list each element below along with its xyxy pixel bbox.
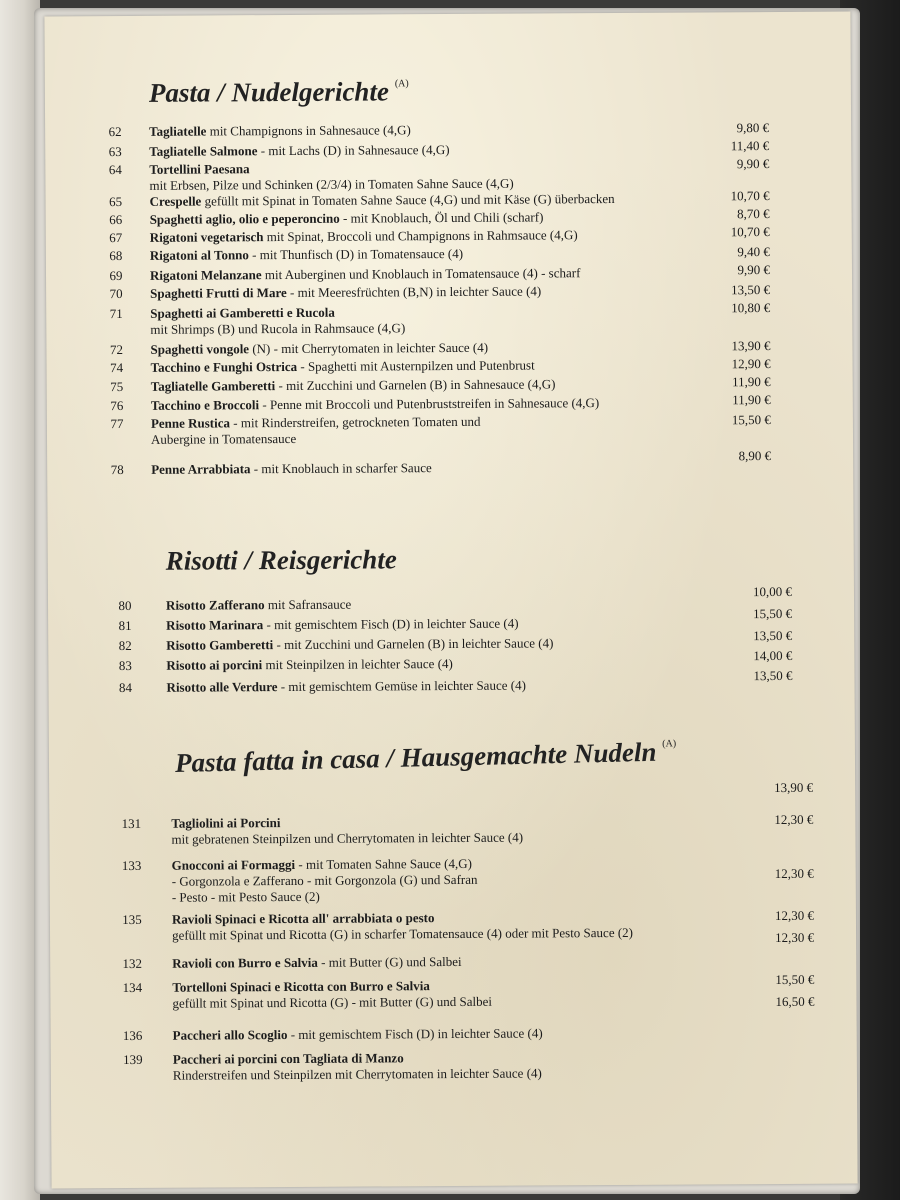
item-number: 135 [122,911,142,928]
item-description [172,909,633,944]
item-number: 76 [110,397,124,414]
item-description [150,340,488,358]
item-description [150,283,541,301]
item-name: Penne Rustica [150,415,231,431]
item-name: Risotto alle Verdure [166,679,278,695]
item-number: 134 [122,979,143,996]
menu-page [44,12,857,1189]
item-number: 69 [109,268,123,284]
item-price: 13,50 € [731,282,771,298]
item-number: 63 [108,144,122,160]
item-detail: mit Champignons in Sahnesauce (4,G) [206,122,411,139]
item-description [149,160,513,194]
item-number: 62 [108,124,122,140]
item-detail-line: gefüllt mit Spinat und Ricotta (G) - mit Butter (G) und Salbei [172,993,493,1011]
section-title-pasta-fatta: Pasta fatta in casa / Hausgemachte Nudeln $^{(A)}$ [174,736,677,779]
item-detail-line: - Pesto - mit Pesto Sauce (2) [171,888,320,905]
item-detail: - mit Meeresfrüchten (B,N) in leichter Sauce (4) [286,283,542,300]
item-number: 67 [109,230,123,246]
item-name: Penne Arrabbiata [151,461,251,477]
item-detail: - mit Zucchini und Garnelen (B) in Sahnesauce (4,G) [275,376,556,394]
item-description [166,597,351,614]
item-name: Tagliatelle Gamberetti [150,378,276,394]
item-name: Tagliatelle Salmone [149,143,258,159]
item-name: Spaghetti aglio, olio e peperoncino [149,210,340,227]
item-description [173,1049,542,1083]
item-detail: - mit gemischtem Gemüse in leichter Sauce (4) [277,677,526,695]
item-name: Gnocconi ai Formaggi [171,856,296,873]
item-price: 9,90 € [737,262,771,278]
item-price: 14,00 € [753,647,793,664]
item-detail: - Spaghetti mit Austernpilzen und Putenbrust [297,357,535,374]
menu-item [50,952,856,972]
item-price: 10,00 € [752,583,792,600]
item-description [150,227,578,246]
item-price: 8,90 € [738,448,772,464]
menu-item [51,1048,857,1083]
item-price: 10,80 € [731,300,771,316]
item-detail: mit Safransauce [264,596,352,613]
item-detail-line: gefüllt mit Spinat und Ricotta (G) in scharfer Tomatensauce (4) oder mit Pesto Sauce (2) [171,924,634,943]
item-description [149,122,411,140]
item-number: 71 [109,306,123,322]
section-title-pasta: Pasta / Nudelgerichte $^{(A)}$ [148,76,409,108]
item-name: Rigatoni vegetarisch [149,229,264,245]
item-price: 13,90 € [774,779,814,796]
item-price: 15,50 € [753,605,793,622]
item-detail-line: mit Shrimps (B) und Rucola in Rahmsauce (4,G) [150,320,406,337]
item-number: 68 [109,248,123,264]
item-description [149,142,449,160]
item-number: 139 [123,1051,143,1068]
item-price: 13,50 € [753,627,793,644]
item-price: 12,90 € [731,356,771,372]
item-description [150,304,405,338]
item-name: Spaghetti vongole [150,341,250,357]
item-description [151,414,481,448]
section-title-risotti: Risotti / Reisgerichte [165,544,397,576]
item-price: 13,50 € [753,667,793,684]
item-detail: gefüllt mit Spinat in Tomaten Sahne Sauce (4,G) und mit Käse (G) überbacken [201,190,615,209]
item-description [151,357,535,375]
item-price: 11,90 € [732,392,771,408]
item-name: Ravioli Spinaci e Ricotta all' arrabbiata o pesto [171,910,435,927]
item-detail-line: Aubergine in Tomatensauce [150,430,297,447]
item-description [172,954,461,972]
item-number: 77 [110,415,124,432]
item-name: Risotto Marinara [166,617,264,633]
item-detail: - mit Thunfisch (D) in Tomatensauce (4) [248,245,464,263]
item-number: 84 [118,679,133,696]
item-name: Tagliolini ai Porcini [171,815,281,831]
item-name: Risotto Zafferano [165,597,265,613]
item-name: Spaghetti Frutti di Mare [150,284,287,301]
item-number: 65 [109,194,123,210]
item-price: 9,80 € [736,120,770,136]
item-detail: - mit Rinderstreifen, getrockneten Tomaten und [229,413,481,431]
item-description [150,246,463,264]
item-number: 136 [122,1027,143,1044]
item-description [150,191,615,210]
item-number: 132 [122,955,143,972]
item-detail: mit Spinat, Broccoli und Champignons in Rahmsauce (4,G) [263,227,578,245]
item-description [171,814,523,848]
item-price: 10,70 € [730,188,770,204]
item-name: Tagliatelle [149,123,207,139]
item-number: 74 [110,359,124,376]
item-name: Tortelloni Spinaci e Ricotta con Burro e Salvia [172,978,430,995]
item-description [166,616,518,634]
item-price: 15,50 € [775,971,815,988]
item-description [150,209,544,227]
item-name: Rigatoni Melanzane [149,267,262,283]
item-detail: - Penne mit Broccoli und Putenbruststreifen in Sahnesauce (4,G) [259,395,600,413]
item-name: Tortellini Paesana [149,161,250,177]
item-number: 72 [109,341,124,358]
item-number: 66 [109,212,123,228]
item-name: Risotto ai porcini [166,657,263,673]
item-description [151,460,432,478]
item-description [166,678,525,696]
item-name: Crespelle [149,193,202,209]
item-detail-line: mit Erbsen, Pilze und Schinken (2/3/4) in Tomaten Sahne Sauce (4,G) [149,175,514,193]
item-price: 9,40 € [737,244,770,260]
item-detail: - mit Lachs (D) in Sahnesauce (4,G) [257,142,450,159]
item-price: 11,40 € [730,138,770,154]
item-description [151,395,600,414]
item-description [166,635,553,653]
item-name: Tacchino e Broccoli [150,397,260,413]
item-price: 8,70 € [737,206,770,222]
item-number: 81 [118,617,132,634]
item-price: 12,30 € [774,907,814,924]
item-number: 75 [110,378,124,395]
item-price: 12,30 € [774,865,814,882]
item-detail: mit Auberginen und Knoblauch in Tomatensauce (4) - scharf [261,265,581,283]
menu-item [51,1024,857,1044]
item-price: 9,90 € [736,156,770,172]
item-number: 131 [121,815,142,832]
item-detail: - mit Knoblauch in scharfer Sauce [250,460,432,477]
item-detail: - mit gemischtem Fisch (D) in leichter Sauce (4) [287,1025,543,1043]
item-number: 82 [118,637,132,654]
item-detail-line: Rinderstreifen und Steinpilzen mit Cherrytomaten in leichter Sauce (4) [172,1065,542,1083]
item-description [150,265,581,284]
item-price: 13,90 € [731,338,771,354]
item-number: 133 [121,857,142,874]
item-number: 83 [118,657,132,674]
item-name: Paccheri ai porcini con Tagliata di Manzo [172,1050,404,1067]
item-name: Spaghetti ai Gamberetti e Rucola [150,304,335,321]
item-description [173,1025,543,1043]
item-detail-line: - Gorgonzola e Zafferano - mit Gorgonzola (G) und Safran [171,871,478,889]
item-number: 64 [108,162,122,178]
item-description [172,856,478,906]
item-detail: - mit Tomaten Sahne Sauce (4,G) [295,855,472,872]
item-description [151,376,556,394]
item-detail: - mit Zucchini und Garnelen (B) in leichter Sauce (4) [273,635,554,653]
item-price: 15,50 € [731,412,771,428]
item-price: 12,30 € [775,929,815,946]
item-detail: mit Steinpilzen in leichter Sauce (4) [262,655,453,673]
item-detail: - mit gemischtem Fisch (D) in leichter Sauce (4) [263,615,519,633]
item-price: 16,50 € [775,993,815,1010]
item-name: Paccheri allo Scoglio [172,1027,288,1043]
item-detail: - mit Knoblauch, Öl und Chili (scharf) [339,209,544,226]
item-price: 10,70 € [730,224,770,240]
item-description [166,656,453,674]
item-name: Risotto Gamberetti [166,637,274,653]
item-detail-line: mit gebratenen Steinpilzen und Cherrytomaten in leichter Sauce (4) [171,829,524,847]
item-detail: - mit Butter (G) und Salbei [317,953,462,970]
item-price: 11,90 € [732,374,771,390]
item-description [172,978,492,1012]
item-name: Ravioli con Burro e Salvia [172,954,318,971]
item-number: 80 [118,597,132,614]
item-name: Tacchino e Funghi Ostrica [150,358,298,375]
item-name: Rigatoni al Tonno [149,247,249,263]
item-price: 12,30 € [774,811,814,828]
item-number: 70 [109,286,123,302]
item-detail: (N) - mit Cherrytomaten in leichter Sauce (4) [249,339,489,357]
item-number: 78 [110,461,124,478]
